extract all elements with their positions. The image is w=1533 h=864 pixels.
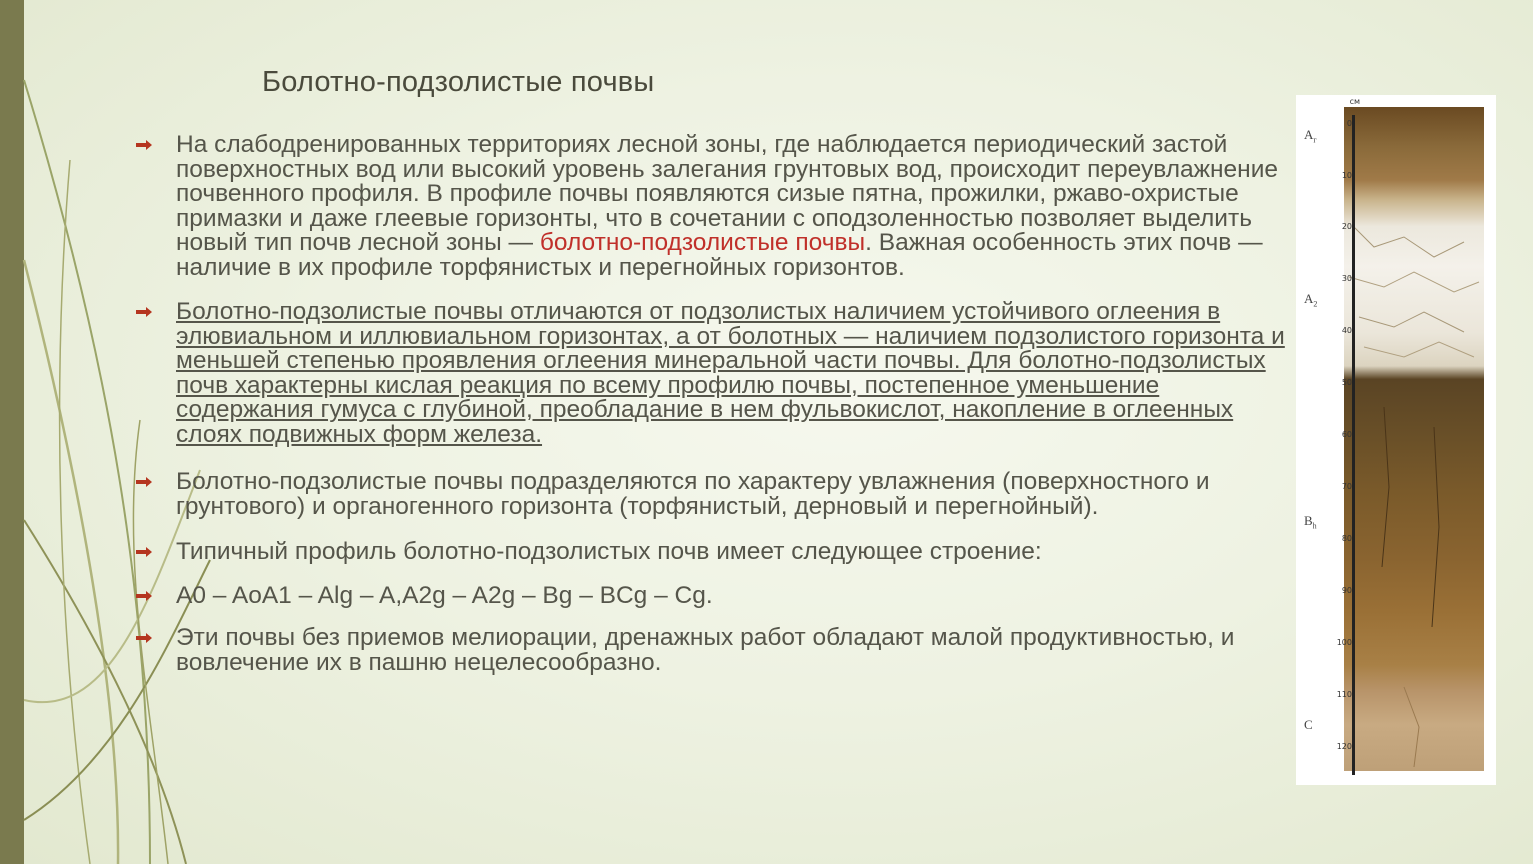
depth-label: 20	[1341, 222, 1352, 231]
soil-texture	[1344, 107, 1484, 771]
arrow-right-icon	[136, 591, 152, 601]
depth-label: 110	[1336, 690, 1352, 699]
depth-label: 70	[1341, 482, 1352, 491]
depth-label: 40	[1341, 326, 1352, 335]
depth-label: 0	[1346, 119, 1352, 128]
horizon-label: $B_h$	[1304, 513, 1317, 531]
depth-label: 120	[1336, 742, 1352, 751]
depth-label: 100	[1336, 638, 1352, 647]
depth-unit-label: см	[1349, 97, 1360, 106]
bullet-text-underlined: Болотно-подзолистые почвы отличаются от подзолистых наличием устойчивого оглеения в элювиальном и иллювиальном горизонтах, а от болотных — наличием подзолистого горизонта и меньшей степенью проявления оглеения минеральной части почвы. Для болотно-подзолистых почв характерны кислая реакция по всему профилю почвы, постепенное уменьшение содержания гумуса с глубиной, преобладание в нем фульвокислот, накопление в оглеенных слоях подвижных форм железа.	[176, 298, 1285, 448]
bullet-item	[136, 300, 1296, 447]
bullet-item	[136, 133, 1296, 280]
bullet-text: . Важная особенность этих почв — наличие в их профиле торфянистых и перегнойных горизонтов.	[176, 229, 1263, 281]
arrow-right-icon	[136, 307, 152, 317]
bullet-text: Эти почвы без приемов мелиорации, дренажных работ обладают малой продуктивностью, и вовлечение их в пашню нецелесообразно.	[176, 624, 1235, 676]
bullet-item	[136, 581, 1296, 609]
depth-label: 50	[1341, 378, 1352, 387]
bullet-text: Болотно-подзолистые почвы подразделяются по характеру увлажнения (поверхностного и грунтового) и органогенного горизонта (торфянистый, дерновый и перегнойный).	[176, 468, 1210, 520]
arrow-right-icon	[136, 140, 152, 150]
arrow-right-icon	[136, 547, 152, 557]
horizon-label: $A_2$	[1304, 291, 1318, 309]
bullet-text: На слабодренированных территориях лесной зоны, где наблюдается периодический застой поверхностных вод или высокий уровень залегания грунтовых вод, происходит переувлажнение почвенного профиля. В профиле почвы появляются сизые пятна, прожилки, ржаво-охристые примазки и даже глеевые горизонты, что в сочетании с оподзоленностью позволяет выделить новый тип почв лесной зоны —	[176, 131, 1279, 256]
horizon-label: $A_г$	[1304, 127, 1317, 145]
soil-profile-image	[1296, 95, 1496, 785]
bullet-item	[136, 626, 1296, 675]
depth-label: 90	[1341, 586, 1352, 595]
arrow-right-icon	[136, 633, 152, 643]
slide-title: Болотно-подзолистые почвы	[262, 66, 655, 98]
depth-label: 10	[1341, 171, 1352, 180]
profile-formula: A0 – AoA1 – Alg – A,A2g – A2g – Bg – BCg – Cg.	[176, 581, 713, 609]
bullet-item	[136, 540, 1296, 565]
highlight-term: болотно-подзолистые почвы	[539, 229, 866, 256]
bullet-text: Типичный профиль болотно-подзолистых почв имеет следующее строение:	[176, 538, 1042, 565]
bullet-item	[136, 470, 1296, 519]
depth-label: 60	[1341, 430, 1352, 439]
horizon-label: C	[1304, 717, 1313, 732]
arrow-right-icon	[136, 477, 152, 487]
depth-ruler	[1352, 115, 1355, 775]
bullet-list	[136, 133, 1296, 675]
depth-label: 30	[1341, 274, 1352, 283]
soil-column	[1344, 107, 1484, 771]
depth-label: 80	[1341, 534, 1352, 543]
